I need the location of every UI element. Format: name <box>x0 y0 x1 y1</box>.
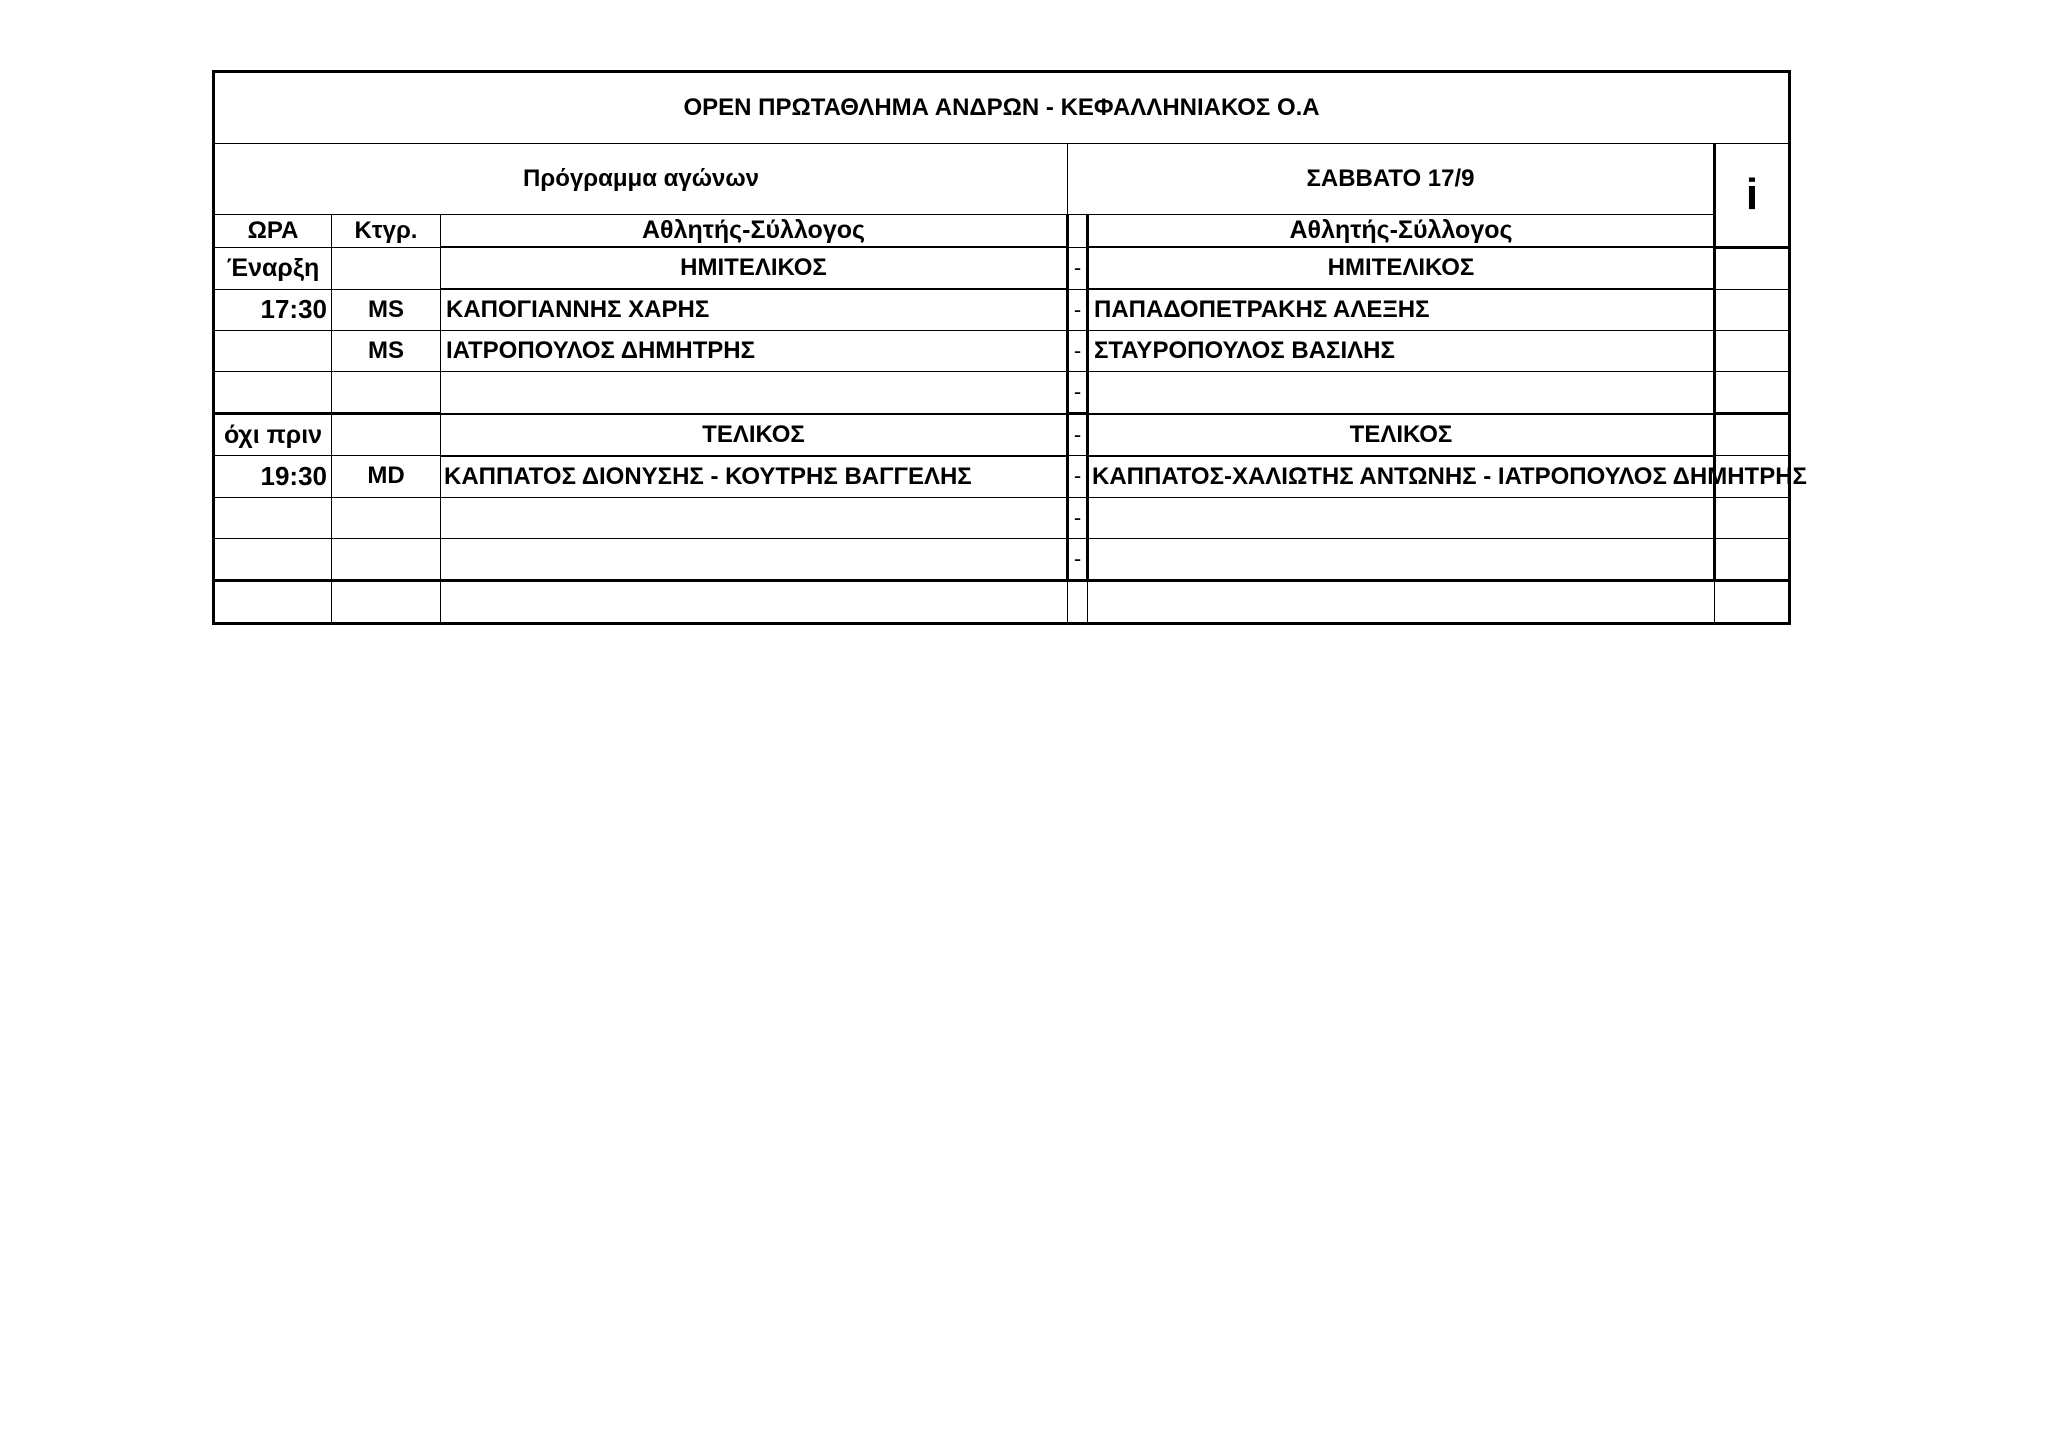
match-dash: - <box>1068 497 1088 538</box>
match-category <box>332 497 441 538</box>
empty-cell <box>332 580 441 623</box>
table-row <box>214 538 1790 580</box>
match-dash: - <box>1068 331 1088 372</box>
round-row-semifinal <box>214 247 1790 289</box>
empty-cell <box>214 580 332 623</box>
subtitle-row <box>214 144 1790 215</box>
player-right: ΚΑΠΠΑΤΟΣ-ΧΑΛΙΩΤΗΣ ΑΝΤΩΝΗΣ - ΙΑΤΡΟΠΟΥΛΟΣ ΔΗΜΗΤΡΗΣ <box>1088 456 1715 498</box>
info-mark: i <box>1715 144 1790 248</box>
round-name-left: ΤΕΛΙΚΟΣ <box>441 414 1068 456</box>
round-name-right: ΤΕΛΙΚΟΣ <box>1088 414 1715 456</box>
player-left: ΚΑΠΠΑΤΟΣ ΔΙΟΝΥΣΗΣ - ΚΟΥΤΡΗΣ ΒΑΓΓΕΛΗΣ <box>441 456 1068 498</box>
match-time <box>214 372 332 414</box>
player-left <box>441 372 1068 414</box>
match-time <box>214 497 332 538</box>
section-category <box>332 247 441 289</box>
schedule-table <box>212 70 1807 625</box>
round-row-final <box>214 414 1790 456</box>
table-row <box>214 372 1790 414</box>
match-time: 19:30 <box>214 456 332 498</box>
player-right <box>1088 538 1715 580</box>
player-right <box>1088 497 1715 538</box>
player-left: ΙΑΤΡΟΠΟΥΛΟΣ ΔΗΜΗΤΡΗΣ <box>441 331 1068 372</box>
title-row <box>214 72 1790 144</box>
section-category <box>332 414 441 456</box>
player-right: ΠΑΠΑΔΟΠΕΤΡΑΚΗΣ ΑΛΕΞΗΣ <box>1088 289 1715 331</box>
player-left <box>441 497 1068 538</box>
column-header-time: ΩΡΑ <box>214 215 332 248</box>
player-right <box>1088 372 1715 414</box>
match-dash: - <box>1068 247 1088 289</box>
round-name-left: ΗΜΙΤΕΛΙΚΟΣ <box>441 247 1068 289</box>
empty-cell <box>441 580 1068 623</box>
column-header-category: Κτγρ. <box>332 215 441 248</box>
round-name-right: ΗΜΙΤΕΛΙΚΟΣ <box>1088 247 1715 289</box>
empty-cell <box>1088 580 1715 623</box>
schedule-subtitle: Πρόγραμμα αγώνων <box>214 144 1068 215</box>
player-left <box>441 538 1068 580</box>
player-left: ΚΑΠΟΓΙΑΝΝΗΣ ΧΑΡΗΣ <box>441 289 1068 331</box>
column-header-divider <box>1068 215 1088 248</box>
match-dash: - <box>1068 289 1088 331</box>
player-right: ΣΤΑΥΡΟΠΟΥΛΟΣ ΒΑΣΙΛΗΣ <box>1088 331 1715 372</box>
notes-cell <box>1715 331 1790 372</box>
match-time: 17:30 <box>214 289 332 331</box>
column-header-row <box>214 215 1790 248</box>
section-time-label: όχι πριν <box>214 414 332 456</box>
match-category <box>332 372 441 414</box>
document-title: OPEN ΠΡΩΤΑΘΛΗΜΑ ΑΝΔΡΩΝ - ΚΕΦΑΛΛΗΝΙΑΚΟΣ Ο.Α <box>214 72 1790 144</box>
empty-cell <box>1068 580 1088 623</box>
match-time <box>214 538 332 580</box>
notes-cell <box>1715 247 1790 289</box>
match-category: MS <box>332 289 441 331</box>
notes-cell <box>1715 289 1790 331</box>
match-dash: - <box>1068 414 1088 456</box>
table-row <box>214 331 1790 372</box>
table-row <box>214 456 1790 498</box>
match-category: MS <box>332 331 441 372</box>
empty-cell <box>1715 580 1790 623</box>
match-dash: - <box>1068 456 1088 498</box>
column-header-player-left: Αθλητής-Σύλλογος <box>441 215 1068 248</box>
table-row-empty <box>214 580 1790 623</box>
match-category: MD <box>332 456 441 498</box>
column-header-player-right: Αθλητής-Σύλλογος <box>1088 215 1715 248</box>
schedule-date: ΣΑΒΒΑΤΟ 17/9 <box>1068 144 1715 215</box>
match-category <box>332 538 441 580</box>
table-row <box>214 497 1790 538</box>
section-time-label: Έναρξη <box>214 247 332 289</box>
match-dash: - <box>1068 372 1088 414</box>
table-row <box>214 289 1790 331</box>
notes-cell <box>1715 372 1790 414</box>
match-time <box>214 331 332 372</box>
notes-cell <box>1715 414 1790 456</box>
match-dash: - <box>1068 538 1088 580</box>
notes-cell <box>1715 497 1790 538</box>
notes-cell <box>1715 538 1790 580</box>
